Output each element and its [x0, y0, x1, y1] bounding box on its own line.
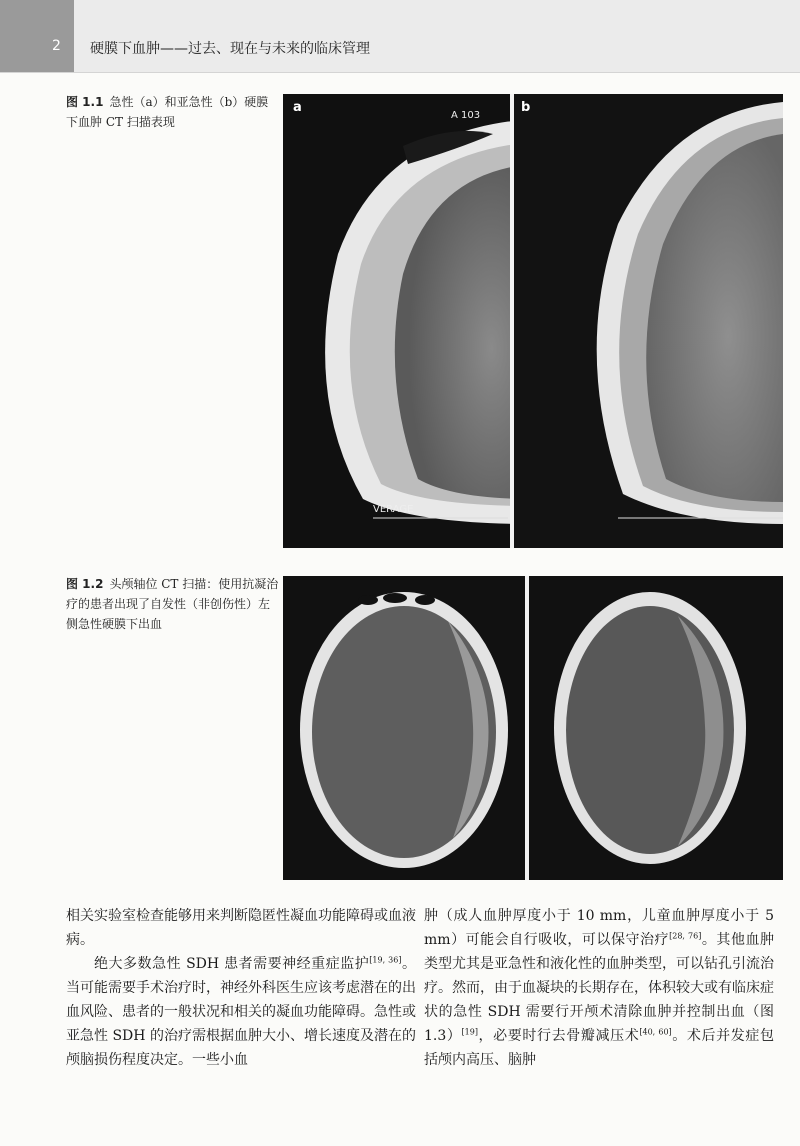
body-column-left [66, 904, 416, 1072]
citation-28-76: [28, 76] [669, 931, 702, 941]
figure-1-1-image [283, 94, 783, 548]
ct-scan-panels-1-2 [283, 576, 783, 880]
page-number: 2 [52, 38, 61, 54]
page-number-tab [0, 0, 74, 72]
figure-1-1-label: 图 1.1 [66, 95, 104, 109]
paragraph-3-text-d: 。术后并发症包括颅内高压、脑肿 [424, 1028, 775, 1068]
figure-1-1-text: 急性（a）和亚急性（b）硬膜下血肿 CT 扫描表现 [66, 95, 269, 129]
scan-annotation-average: VERAGE [373, 504, 414, 515]
body-column-right [424, 904, 774, 1072]
citation-19-36: [19, 36] [369, 955, 402, 965]
paragraph-2 [66, 952, 416, 1072]
figure-1-1-caption [66, 92, 276, 132]
paragraph-3-text-c: ，必要时行去骨瓣减压术 [477, 1028, 640, 1044]
paragraph-3-text-a: 肿（成人血肿厚度小于 10 mm，儿童血肿厚度小于 5 mm）可能会自行吸收，可以保守治疗 [424, 908, 774, 948]
paragraph-3 [424, 904, 774, 1072]
ct-scan-panels-1-1 [283, 94, 783, 548]
citation-19: [19] [461, 1027, 478, 1037]
paragraph-2-text-b: 。当可能需要手术治疗时，神经外科医生应该考虑潜在的出血风险、患者的一般状况和相关的凝血功能障碍。急性或亚急性 SDH 的治疗需根据血肿大小、增长速度及潜在的颅脑损伤程度决定。一些小血 [66, 956, 417, 1068]
paragraph-2-text-a: 绝大多数急性 SDH 患者需要神经重症监护 [94, 956, 370, 972]
running-header [0, 0, 800, 73]
running-title: 硬膜下血肿——过去、现在与未来的临床管理 [90, 41, 370, 57]
brain-left [312, 606, 496, 858]
figure-1-2-label: 图 1.2 [66, 577, 104, 591]
paragraph-1: 相关实验室检查能够用来判断隐匿性凝血功能障碍或血液病。 [66, 908, 416, 948]
figure-1-2-caption [66, 574, 280, 634]
paragraph-3-text-b: 。其他血肿类型尤其是亚急性和液化性的血肿类型，可以钻孔引流治疗。然而，由于血凝块的长期存在，体积较大或有临床症状的急性 SDH 需要行开颅术清除血肿并控制出血（图 1.3） [424, 932, 775, 1044]
figure-1-2-image [283, 576, 783, 880]
citation-40-60: [40, 60] [639, 1027, 672, 1037]
panel-label-a: a [293, 100, 302, 115]
figure-1-2-text: 头颅轴位 CT 扫描：使用抗凝治疗的患者出现了自发性（非创伤性）左侧急性硬膜下出血 [66, 577, 279, 631]
panel-label-b: b [521, 100, 531, 115]
scan-annotation: A 103 [451, 110, 481, 121]
